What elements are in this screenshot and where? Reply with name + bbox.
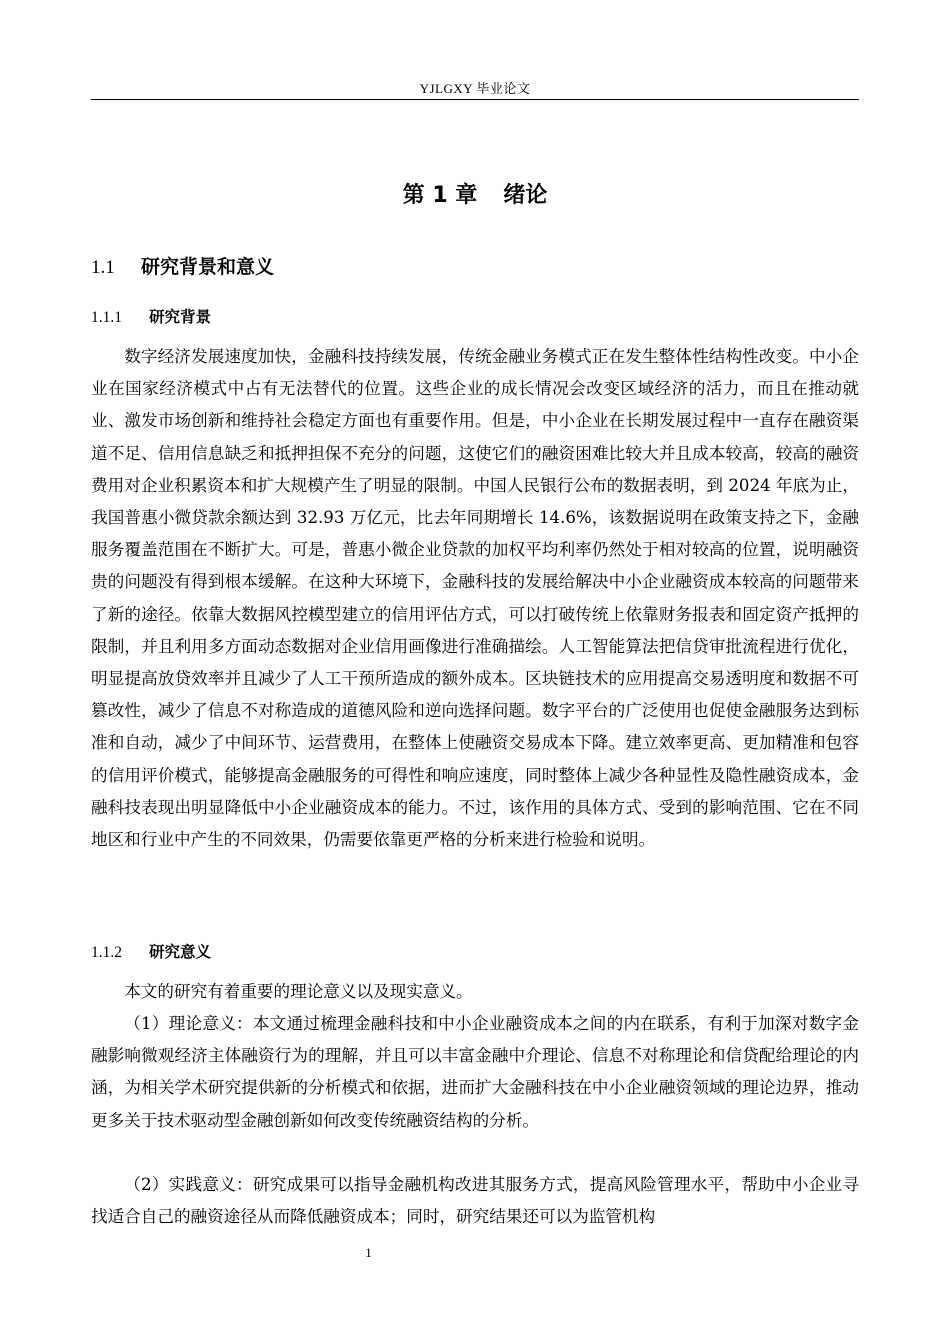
subsection-heading-significance [91,940,211,962]
subsection-title: 研究意义 [149,943,212,961]
theory-significance-paragraph: （1）理论意义：本文通过梳理金融科技和中小企业融资成本之间的内在联系，有利于加深对数字金融影响微观经济主体融资行为的理解，并且可以丰富金融中介理论、信息不对称理论和信贷配给理论的内涵，为相关学术研究提供新的分析模式和依据，进而扩大金融科技在中小企业融资领域的理论边界，推动更多关于技术驱动型金融创新如何改变传统融资结构的分析。 [91,1014,859,1130]
subsection-heading-background [91,305,211,327]
practice-significance-paragraph: （2）实践意义：研究成果可以指导金融机构改进其服务方式，提高风险管理水平，帮助中小企业寻找适合自己的融资途径从而降低融资成本；同时，研究结果还可以为监管机构 [91,1175,859,1227]
subsection-number: 1.1.1 [91,309,122,326]
section-heading [91,252,274,279]
running-header: YJLGXY 毕业论文 [419,81,531,96]
page-number: 1 [365,1245,372,1260]
subsection-number: 1.1.2 [91,944,122,961]
chapter-number: 第 1 章 [402,183,478,208]
section-number: 1.1 [91,257,115,278]
section-title: 研究背景和意义 [141,256,275,278]
chapter-title [0,178,950,209]
subsection-title: 研究背景 [149,308,212,326]
significance-intro-paragraph: 本文的研究有着重要的理论意义以及现实意义。 [124,982,473,1001]
header-divider [91,99,859,100]
chapter-name: 绪论 [503,183,548,208]
background-paragraph: 数字经济发展速度加快，金融科技持续发展，传统金融业务模式正在发生整体性结构性改变。中小企业在国家经济模式中占有无法替代的位置。这些企业的成长情况会改变区域经济的活力，而且在推动就业、激发市场创新和维持社会稳定方面也有重要作用。但是，中小企业在长期发展过程中一直存在融资渠道不足、信用信息缺乏和抵押担保不充分的问题，这使它们的融资困难比较大并且成本较高，较高的融资费用对企业积累资本和扩大规模产生了明显的限制。中国人民银行公布的数据表明，到 2024 年底为止，我国普惠小微贷款余额达到 32.93 万亿元，比去年同期增长 14.6%，该数据说明在政策支持之下，金融服务覆盖范围在不断扩大。可是，普惠小微企业贷款的加权平均利率仍然处于相对较高的位置，说明融资贵的问题没有得到根本缓解。在这种大环境下，金融科技的发展给解决中小企业融资成本较高的问题带来了新的途径。依靠大数据风控模型建立的信用评估方式，可以打破传统上依靠财务报表和固定资产抵押的限制，并且利用多方面动态数据对企业信用画像进行准确描绘。人工智能算法把信贷审批流程进行优化，明显提高放贷效率并且减少了人工干预所造成的额外成本。区块链技术的应用提高交易透明度和数据不可篡改性，减少了信息不对称造成的道德风险和逆向选择问题。数字平台的广泛使用也促使金融服务达到标准和自动，减少了中间环节、运营费用，在整体上使融资交易成本下降。建立效率更高、更加精准和包容的信用评价模式，能够提高金融服务的可得性和响应速度，同时整体上减少各种显性及隐性融资成本，金融科技表现出明显降低中小企业融资成本的能力。不过，该作用的具体方式、受到的影响范围、它在不同地区和行业中产生的不同效果，仍需要依靠更严格的分析来进行检验和说明。 [91,347,859,850]
